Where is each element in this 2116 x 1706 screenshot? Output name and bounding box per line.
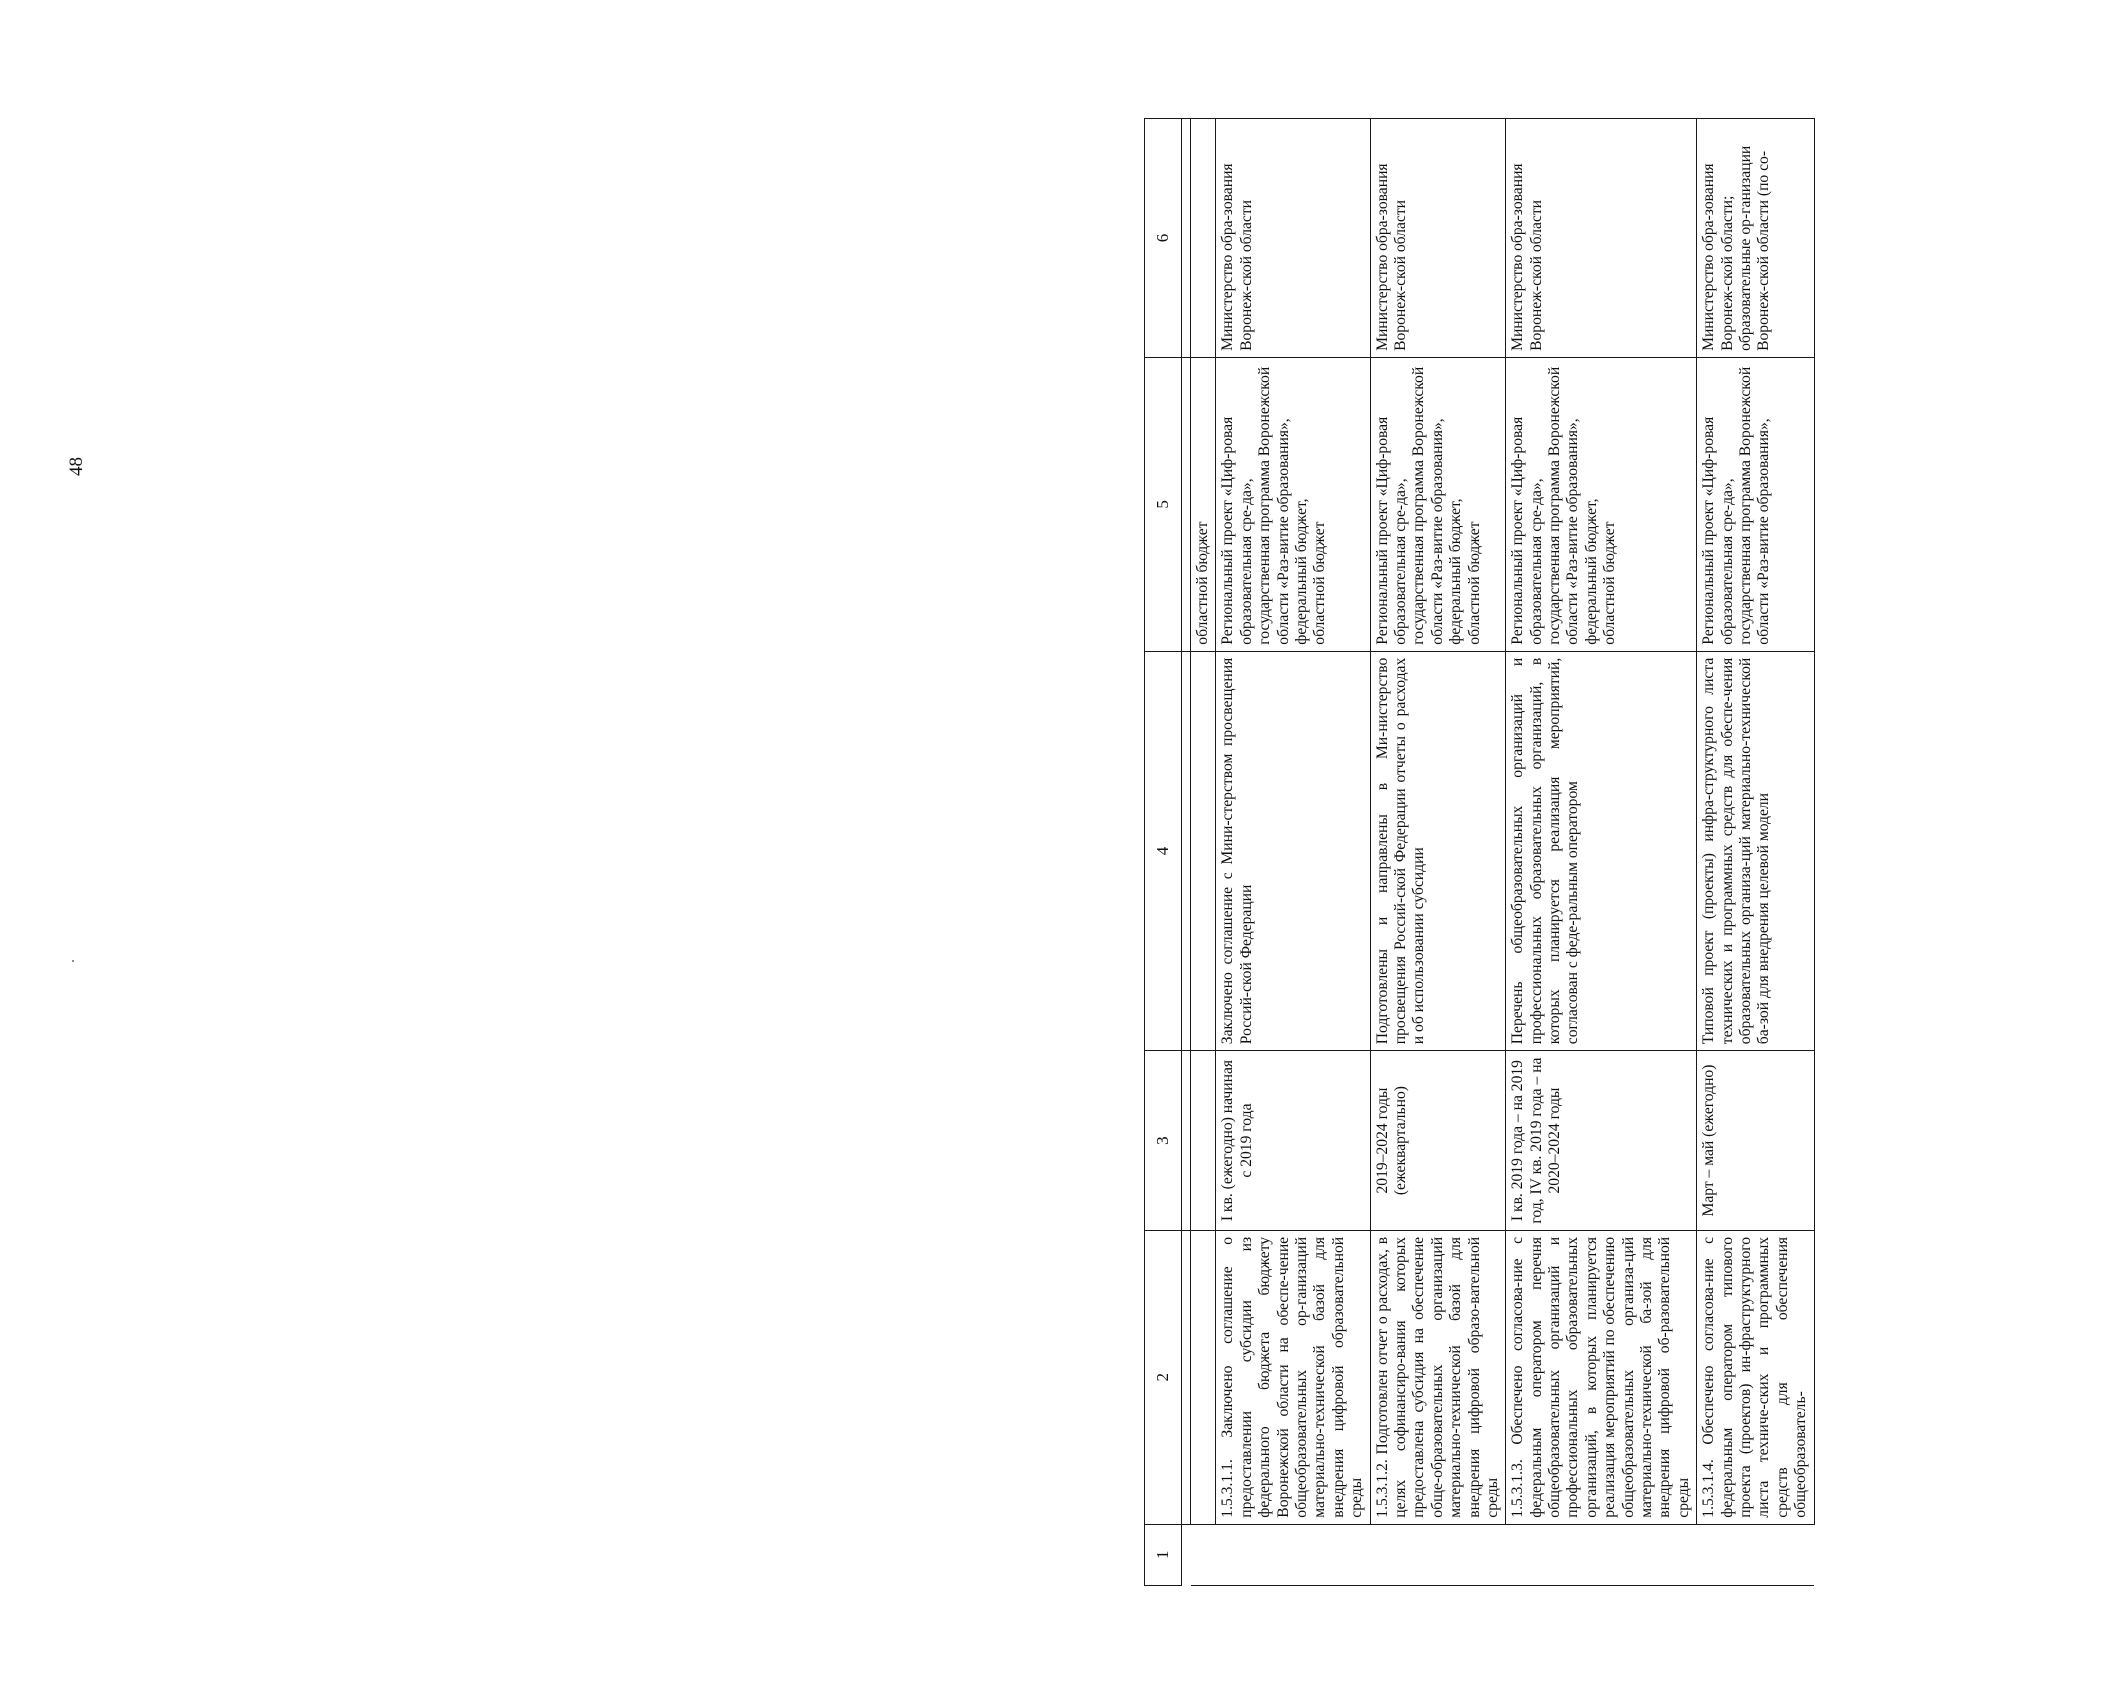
- continuation-row: [1191, 119, 1216, 1586]
- source-line: государственная программа Воронежской области «Раз-витие образования»,: [1256, 366, 1292, 645]
- source-line: государственная программа Воронежской области «Раз-витие образования»,: [1410, 366, 1446, 645]
- source-line: Региональный проект «Циф-ровая образовательная сре-да»,: [1700, 416, 1736, 645]
- executor-cell: Министерство обра-зования Воронеж-ской области: [1506, 119, 1697, 358]
- source-line: федеральный бюджет,: [1582, 498, 1600, 645]
- term-cell: I кв. 2019 года – на 2019 год, IV кв. 2019 года – на 2020–2024 годы: [1506, 1051, 1697, 1231]
- executor-cell: Министерство обра-зования Воронеж-ской области: [1216, 119, 1370, 358]
- result-cell: Подготовлены и направлены в Ми-нистерство просвещения Россий-ской Федерации отчеты о расходах и об использовании субсидии: [1370, 651, 1506, 1051]
- source-line: областной бюджет: [1601, 521, 1619, 645]
- col-header-2: 2: [1145, 1230, 1182, 1524]
- result-cell: Типовой проект (проекты) инфра-структурного листа технических и программных средств для обеспе-чения образовательных организа-ций материально-технической ба-зой для внедрения целевой модели: [1697, 651, 1814, 1051]
- plan-table: [1144, 118, 1815, 1586]
- source-cell: [1697, 357, 1814, 651]
- source-line: областной бюджет: [1465, 521, 1483, 645]
- spacer-row: [1182, 119, 1191, 1586]
- continuation-cell: областной бюджет: [1191, 357, 1216, 651]
- source-line: областной бюджет: [1311, 521, 1329, 645]
- term-cell: I кв. (ежегодно) начиная с 2019 года: [1216, 1051, 1370, 1231]
- source-cell: [1216, 357, 1370, 651]
- col-header-5: 5: [1145, 357, 1182, 651]
- col-header-3: 3: [1145, 1051, 1182, 1231]
- table-row: [1216, 119, 1370, 1586]
- term-cell: 2019–2024 годы (ежеквартально): [1370, 1051, 1506, 1231]
- table-row: [1370, 119, 1506, 1586]
- activity-cell: 1.5.3.1.4. Обеспечено согласова-ние с федеральным оператором типового проекта (проектов) ин-фраструктурного листа техниче-ских и программных средств для обеспечения общеобразователь-: [1697, 1230, 1814, 1524]
- page-number: 48: [66, 457, 87, 476]
- table-row: [1697, 119, 1814, 1586]
- col-header-6: 6: [1145, 119, 1182, 358]
- header-row: [1145, 119, 1182, 1586]
- result-cell: Заключено соглашение с Мини-стерством просвещения Россий-ской Федерации: [1216, 651, 1370, 1051]
- table-row: [1506, 119, 1697, 1586]
- activity-cell: 1.5.3.1.1. Заключено соглашение о предоставлении субсидии из федерального бюджета бюджету Воронежской области на обеспе-чение общеобразовательных ор-ганизаций материально-технической базой для внедрения цифровой образовательной среды: [1216, 1230, 1370, 1524]
- activity-cell: 1.5.3.1.2. Подготовлен отчет о расходах, в целях софинансиро-вания которых предоставлена субсидия на обеспечение обще-образовательных организаций материально-технической базой для внедрения цифровой образо-вательной среды: [1370, 1230, 1506, 1524]
- source-line: Региональный проект «Циф-ровая образовательная сре-да»,: [1219, 416, 1255, 645]
- term-cell: Март – май (ежегодно): [1697, 1051, 1814, 1231]
- source-line: федеральный бюджет,: [1447, 498, 1465, 645]
- result-cell: Перечень общеобразовательных организаций и профессиональных образовательных организаций, в которых планируется реализация мероприятий, согласован с феде-ральным оператором: [1506, 651, 1697, 1051]
- col-header-1: 1: [1145, 1524, 1182, 1585]
- scan-speck: [72, 960, 74, 962]
- source-line: федеральный бюджет,: [1293, 498, 1310, 645]
- source-line: государственная программа Воронежской области «Раз-витие образования»,: [1546, 366, 1582, 645]
- source-cell: [1370, 357, 1506, 651]
- activity-cell: 1.5.3.1.3. Обеспечено согласова-ние с федеральным оператором перечня общеобразовательных организаций и профессиональных образовательных организаций, в которых планируется реализация мероприятий по обеспечению общеобразовательных организа-ций материально-технической ба-зой для внедрения цифровой об-разовательной среды: [1506, 1230, 1697, 1524]
- source-line: Региональный проект «Циф-ровая образовательная сре-да»,: [1509, 416, 1545, 645]
- rotated-table-sheet: [1144, 118, 2116, 1586]
- source-line: Региональный проект «Циф-ровая образовательная сре-да»,: [1373, 416, 1409, 645]
- source-line: государственная программа Воронежской области «Раз-витие образования»,: [1736, 366, 1773, 645]
- executor-cell: Министерство обра-зования Воронеж-ской области; образовательные ор-ганизации Воронеж-ской области (по со-: [1697, 119, 1814, 358]
- source-cell: [1506, 357, 1697, 651]
- executor-cell: Министерство обра-зования Воронеж-ской области: [1370, 119, 1506, 358]
- col-header-4: 4: [1145, 651, 1182, 1051]
